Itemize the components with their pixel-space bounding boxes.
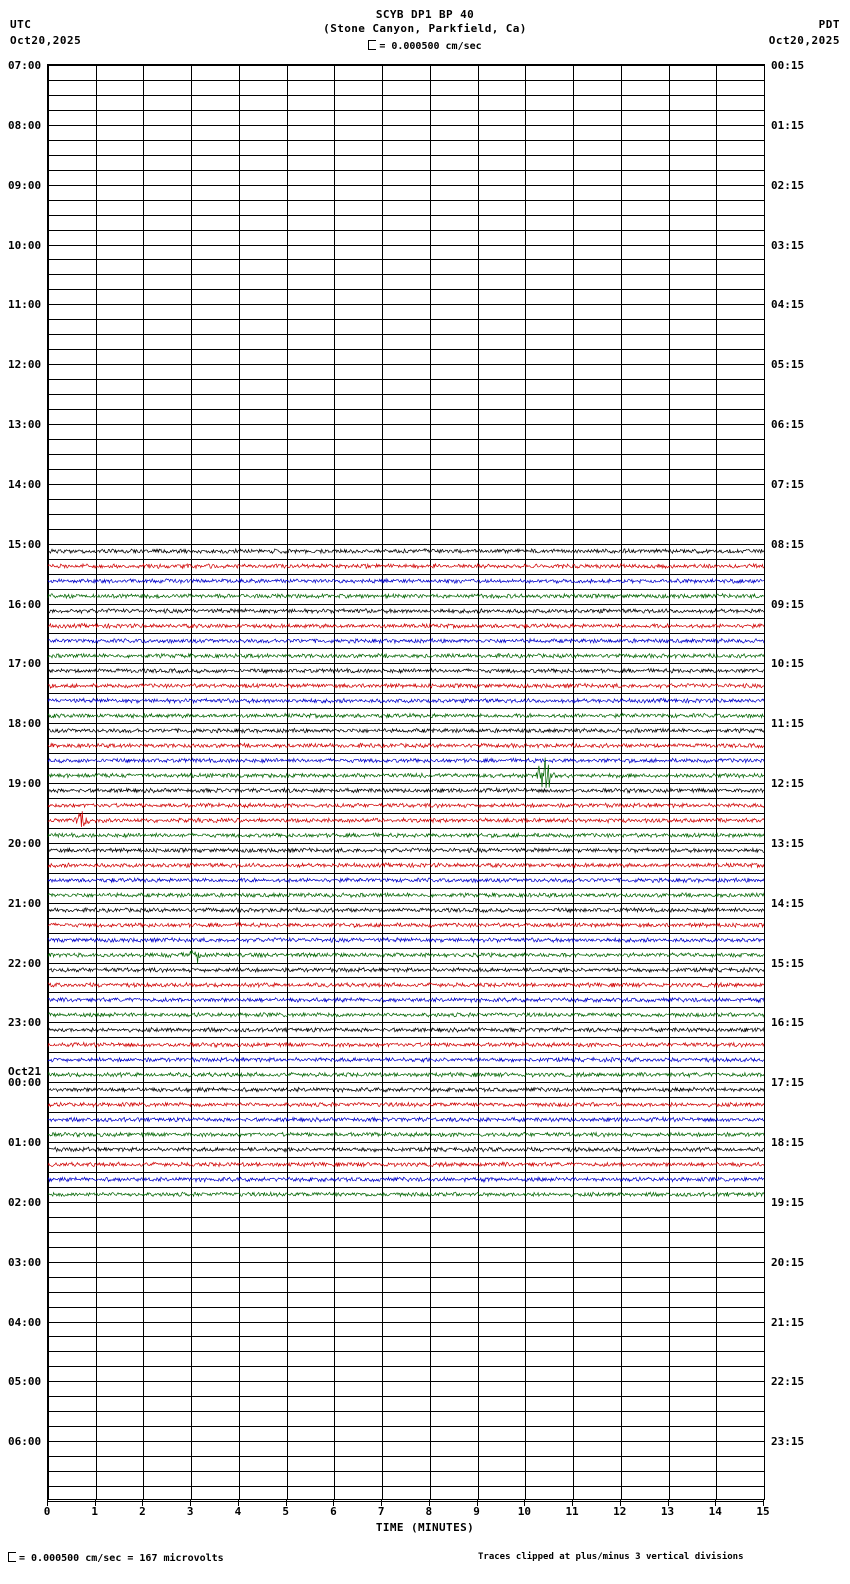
trace-line [48,564,764,569]
trace-line [48,1147,764,1152]
left-hour-label: 13:00 [8,418,42,431]
trace-line [48,998,764,1003]
footer-scale-bar-icon [8,1552,16,1562]
trace-line [48,654,764,659]
right-hour-label: 08:15 [771,537,805,551]
left-hour-label: 14:00 [8,477,42,491]
right-hour-label: 00:15 [771,59,805,72]
trace-line [48,1042,764,1047]
right-hour-label: 12:15 [771,777,805,790]
x-tick-label: 5 [282,1505,289,1518]
left-hour-label: 03:00 [8,1255,42,1269]
left-hour-label: 09:00 [8,178,42,192]
trace-line [48,1162,764,1167]
scale-legend-text: = 0.000500 cm/sec [379,41,482,52]
left-hour-label: 10:00 [8,238,42,252]
trace-line [48,609,764,614]
footer-scale-text: = 0.000500 cm/sec = 167 microvolts [19,1553,224,1564]
trace-line [48,683,764,688]
right-hour-label: 03:15 [771,238,805,252]
right-hour-label: 01:15 [771,118,805,132]
trace-line [48,788,764,793]
right-hour-label: 20:15 [771,1255,805,1269]
utc-zone-label: UTC [10,18,32,31]
x-axis-title: TIME (MINUTES) [375,1521,475,1534]
trace-line [48,624,764,629]
trace-line [48,923,764,928]
right-hour-label: 11:15 [771,717,805,731]
trace-line [48,1117,764,1122]
right-hour-label: 19:15 [771,1195,805,1209]
right-hour-label: 13:15 [771,836,805,850]
trace-line [48,728,764,732]
x-tick-label: 0 [43,1505,51,1518]
trace-line [48,549,764,554]
x-tick-label: 13 [660,1505,675,1518]
left-hour-label: 12:00 [8,358,42,372]
trace-line [48,983,764,988]
right-hour-label: 10:15 [771,657,805,671]
trace-line [48,594,764,599]
day-change-label: Oct21 [8,1065,42,1079]
x-tick-label: 6 [330,1505,337,1518]
right-hour-label: 07:15 [771,477,805,491]
trace-line [48,951,764,964]
left-hour-label: 16:00 [8,597,42,611]
x-tick-label: 15 [756,1505,770,1518]
trace-line [48,1072,764,1077]
left-hour-label: 19:00 [8,777,42,790]
trace-line [48,1192,764,1197]
trace-line [48,758,764,763]
left-hour-label: 18:00 [8,717,42,731]
left-hour-label: 20:00 [8,836,42,850]
station-title: SCYB DP1 BP 40 [375,8,475,21]
right-hour-label: 02:15 [771,178,805,192]
trace-line [48,908,764,913]
x-tick-label: 8 [425,1505,433,1518]
seismogram-traces [48,65,766,1501]
trace-line [48,1102,764,1107]
x-tick-label: 14 [708,1505,722,1518]
right-hour-label: 15:15 [771,956,805,970]
left-hour-label: 00:00 [8,1076,42,1090]
scale-bar-icon [368,40,376,50]
right-hour-label: 22:15 [771,1375,805,1389]
trace-line [48,579,764,584]
right-hour-label: 23:15 [771,1435,805,1449]
utc-date-label: Oct20,2025 [10,34,82,47]
trace-line [48,1177,764,1182]
right-hour-label: 05:15 [771,358,805,372]
right-hour-label: 16:15 [771,1016,805,1030]
trace-line [48,833,764,838]
right-hour-label: 14:15 [771,896,805,910]
trace-line [48,639,764,644]
trace-line [48,1087,764,1092]
left-hour-label: 15:00 [8,537,42,551]
right-hour-label: 06:15 [771,418,805,431]
right-hour-label: 18:15 [771,1136,805,1149]
x-tick-label: 1 [91,1505,99,1518]
x-axis [43,1500,770,1518]
trace-line [48,713,764,718]
footer-clip-note: Traces clipped at plus/minus 3 vertical divisions [478,1552,744,1562]
right-hour-label: 17:15 [771,1076,805,1090]
right-hour-label: 21:15 [771,1315,805,1329]
x-tick-label: 10 [517,1505,531,1518]
x-tick-label: 9 [473,1505,480,1518]
helicorder-plot [47,64,765,1500]
right-hour-label: 09:15 [771,597,805,611]
left-hour-label: 02:00 [8,1195,42,1209]
trace-line [48,1132,764,1137]
trace-line [48,698,764,703]
left-hour-label: 21:00 [8,896,42,910]
footer-scale-note [8,1552,224,1564]
trace-line [48,811,764,827]
left-hour-label: 22:00 [8,956,42,970]
x-tick-label: 4 [234,1505,242,1518]
left-hour-label: 07:00 [8,59,42,72]
trace-line [48,1028,764,1033]
left-hour-label: 11:00 [8,298,42,312]
x-tick-label: 2 [139,1505,146,1518]
trace-line [48,1058,764,1063]
trace-line [48,863,764,868]
left-hour-label: 17:00 [8,657,42,671]
x-tick-label: 12 [613,1505,627,1518]
x-tick-label: 11 [565,1505,579,1518]
trace-line [48,893,764,898]
trace-line [48,803,764,808]
trace-line [48,669,764,674]
trace-line [48,758,764,789]
scale-legend [0,40,850,52]
trace-line [48,1013,764,1018]
trace-line [48,968,764,973]
left-hour-label: 06:00 [8,1435,42,1449]
x-tick-label: 3 [186,1505,194,1518]
left-hour-label: 04:00 [8,1315,42,1329]
pdt-zone-label: PDT [818,18,840,31]
left-hour-label: 01:00 [8,1136,42,1149]
trace-line [48,743,764,748]
trace-line [48,878,764,883]
left-hour-label: 08:00 [8,118,42,132]
station-location: (Stone Canyon, Parkfield, Ca) [323,22,527,35]
trace-line [48,848,764,853]
pdt-date-label: Oct20,2025 [768,34,840,47]
trace-line [48,938,764,943]
x-tick-label: 7 [377,1505,385,1518]
right-hour-label: 04:15 [771,298,805,312]
chart-header [0,0,850,58]
left-hour-label: 05:00 [8,1375,42,1389]
left-hour-label: 23:00 [8,1016,42,1030]
